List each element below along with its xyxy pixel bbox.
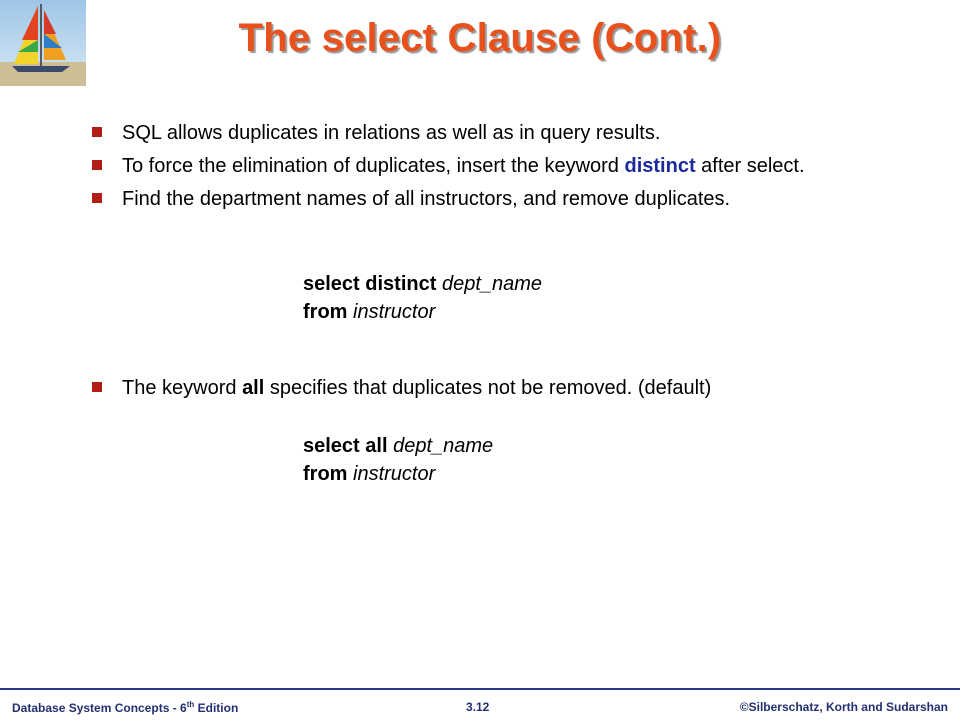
- keyword-distinct: distinct: [624, 155, 696, 177]
- bullet-text: SQL allows duplicates in relations as well as in query results.: [122, 122, 661, 144]
- bullet-list: [92, 375, 852, 408]
- sql-keyword: select distinct: [303, 273, 437, 295]
- bullet-list: [92, 120, 852, 219]
- keyword-all: all: [242, 377, 265, 399]
- bullet-text-post: specifies that duplicates not be removed. (default): [264, 377, 712, 399]
- footer-copyright: ©Silberschatz, Korth and Sudarshan: [739, 700, 948, 714]
- query-line: [303, 460, 493, 488]
- sql-query-distinct: [303, 270, 542, 326]
- footer-page-number: 3.12: [466, 700, 490, 714]
- sql-relation: instructor: [353, 463, 436, 485]
- sql-attribute: dept_name: [393, 435, 494, 457]
- bullet-item: [92, 375, 852, 402]
- bullet-square-icon: [92, 193, 102, 203]
- bullet-text: Find the department names of all instructors, and remove duplicates.: [122, 188, 731, 210]
- sql-attribute: dept_name: [441, 273, 543, 295]
- query-line: [303, 432, 493, 460]
- sql-keyword: from: [303, 463, 348, 485]
- sql-keyword: select all: [303, 435, 388, 457]
- bullet-square-icon: [92, 160, 102, 170]
- footer-book-title: Database System Concepts - 6th Edition: [12, 700, 239, 715]
- bullet-square-icon: [92, 382, 102, 392]
- bullet-text-pre: To force the elimination of duplicates, insert the keyword: [122, 155, 625, 177]
- sql-query-all: [303, 432, 493, 488]
- sql-keyword: from: [303, 301, 348, 323]
- query-line: [303, 298, 542, 326]
- footer-divider: [0, 688, 960, 690]
- slide-title: The select Clause (Cont.): [238, 16, 722, 60]
- bullet-text-pre: The keyword: [122, 377, 243, 399]
- sql-relation: instructor: [353, 301, 436, 323]
- bullet-square-icon: [92, 127, 102, 137]
- bullet-item: [92, 153, 852, 180]
- bullet-text-post: after select.: [695, 155, 805, 177]
- bullet-item: [92, 120, 852, 147]
- query-line: [303, 270, 542, 298]
- bullet-item: [92, 186, 852, 213]
